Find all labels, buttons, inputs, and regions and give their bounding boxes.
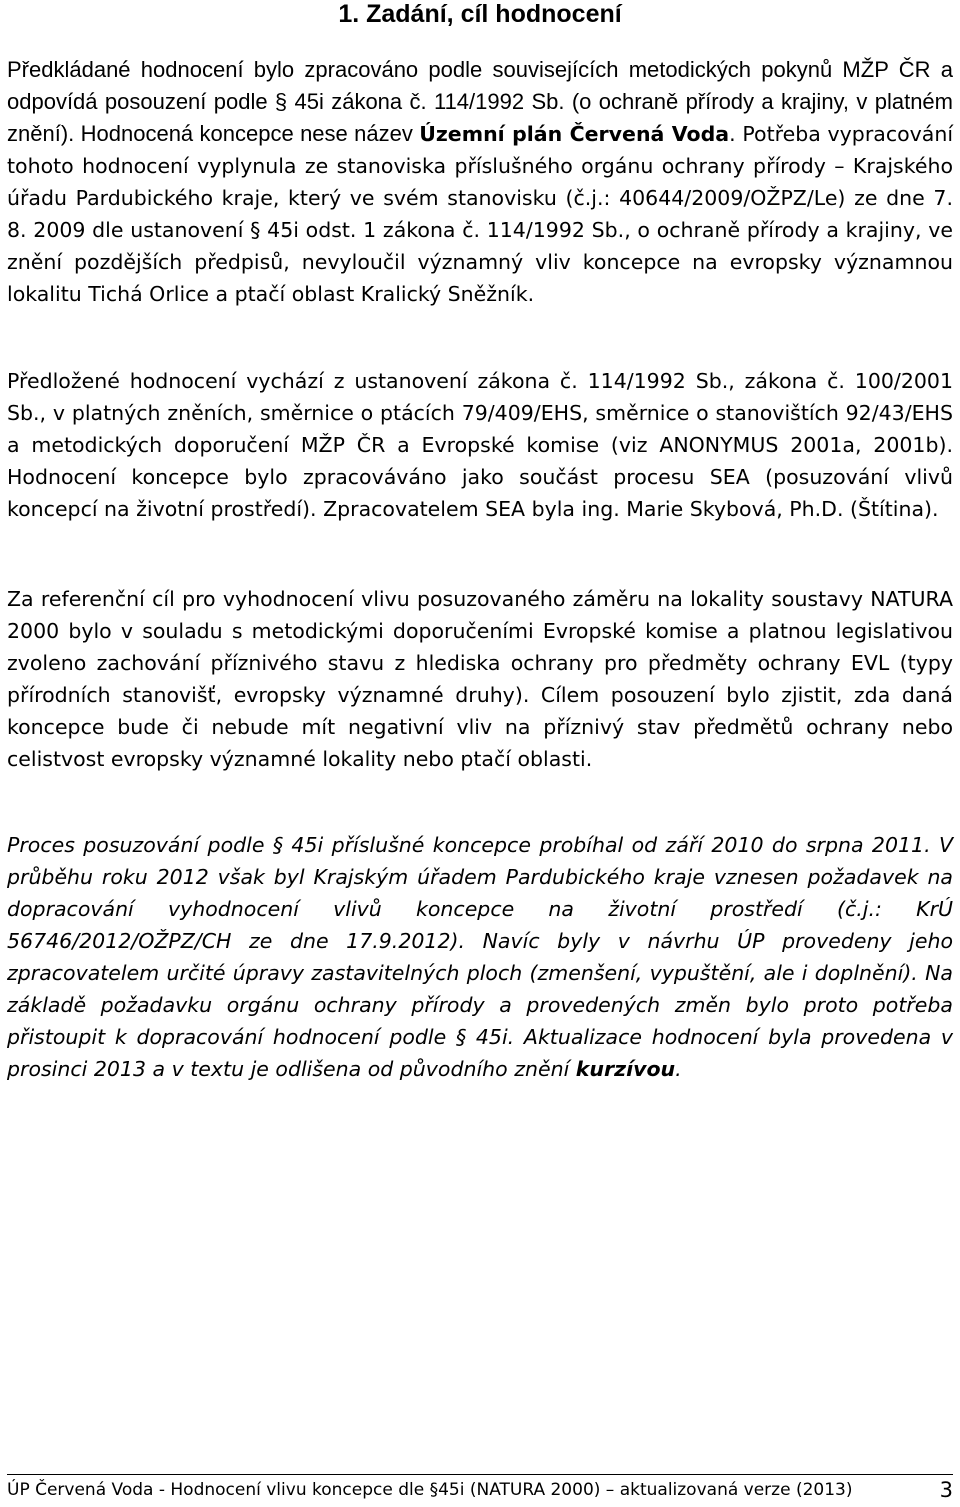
section-heading: 1. Zadání, cíl hodnocení <box>338 0 622 28</box>
paragraph-update-italic <box>7 829 953 1085</box>
page-number: 3 <box>939 1478 953 1502</box>
paragraph-intro-text-2: . Potřeba vypracování tohoto hodnocení vyplynula ze stanoviska příslušného orgánu ochrany přírody – Krajského úřadu Pardubického kraje, který ve svém stanovisku (č.j.: 40644/2009/OŽPZ/Le) ze dne 7. 8. 2009 dle ustanovení § 45i odst. 1 zákona č. 114/1992 Sb., o ochraně přírody a krajiny, ve znění pozdějších předpisů, nevyloučil významný vliv koncepce na evropsky významnou lokalitu Tichá Orlice a ptačí oblast Kralický Sněžník. <box>7 122 954 306</box>
italic-bold-word: kurzívou <box>575 1057 676 1081</box>
plan-title: Územní plán Červená Voda <box>419 122 730 146</box>
page-footer <box>7 1474 953 1507</box>
paragraph-legal-basis: Předložené hodnocení vychází z ustanovení zákona č. 114/1992 Sb., zákona č. 100/2001 Sb., v platných zněních, směrnice o ptácích 79/409/EHS, směrnice o stanovištích 92/43/EHS a metodických doporučení MŽP ČR a Evropské komise (viz ANONYMUS 2001a, 2001b). Hodnocení koncepce bylo zpracováváno jako součást procesu SEA (posuzování vlivů koncepcí na životní prostředí). Zpracovatelem SEA byla ing. Marie Skybová, Ph.D. (Štítina). <box>7 369 953 521</box>
paragraph-intro <box>7 54 953 310</box>
paragraph-update-text: Proces posuzování podle § 45i příslušné koncepce probíhal od září 2010 do srpna 2011. V průběhu roku 2012 však byl Krajským úřadem Pardubického kraje vznesen požadavek na dopracování vyhodnocení vlivů koncepce na životní prostředí (č.j.: KrÚ 56746/2012/OŽPZ/CH ze dne 17.9.2012). Navíc byly v návrhu ÚP provedeny jeho zpracovatelem určité úpravy zastavitelných ploch (zmenšení, vypuštění, ale i doplnění). Na základě požadavku orgánu ochrany přírody a provedených změn bylo proto potřeba přistoupit k dopracování hodnocení podle § 45i. Aktualizace hodnocení byla provedena v prosinci 2013 a v textu je odlišena od původního znění <box>7 833 953 1081</box>
paragraph-update-end: . <box>675 1057 682 1081</box>
footer-text: ÚP Červená Voda - Hodnocení vlivu koncepce dle §45i (NATURA 2000) – aktualizovaná verze (2013) <box>7 1480 853 1500</box>
paragraph-intro-text-1: Předkládané hodnocení bylo zpracováno podle souvisejících metodických pokynů MŽP ČR a odpovídá posouzení podle § 45i zákona č. 114/1992 Sb. (o ochraně přírody a krajiny, v platném znění). Hodnocená koncepce nese název <box>7 57 953 146</box>
paragraph-reference-goal: Za referenční cíl pro vyhodnocení vlivu posuzovaného záměru na lokality soustavy NATURA 2000 bylo v souladu s metodickými doporučeními Evropské komise a platnou legislativou zvoleno zachování příznivého stavu z hlediska ochrany pro předměty ochrany EVL (typy přírodních stanovišť, evropsky významné druhy). Cílem posouzení bylo zjistit, zda daná koncepce bude či nebude mít negativní vliv na příznivý stav předmětů ochrany nebo celistvost evropsky významné lokality nebo ptačí oblasti. <box>7 587 953 771</box>
